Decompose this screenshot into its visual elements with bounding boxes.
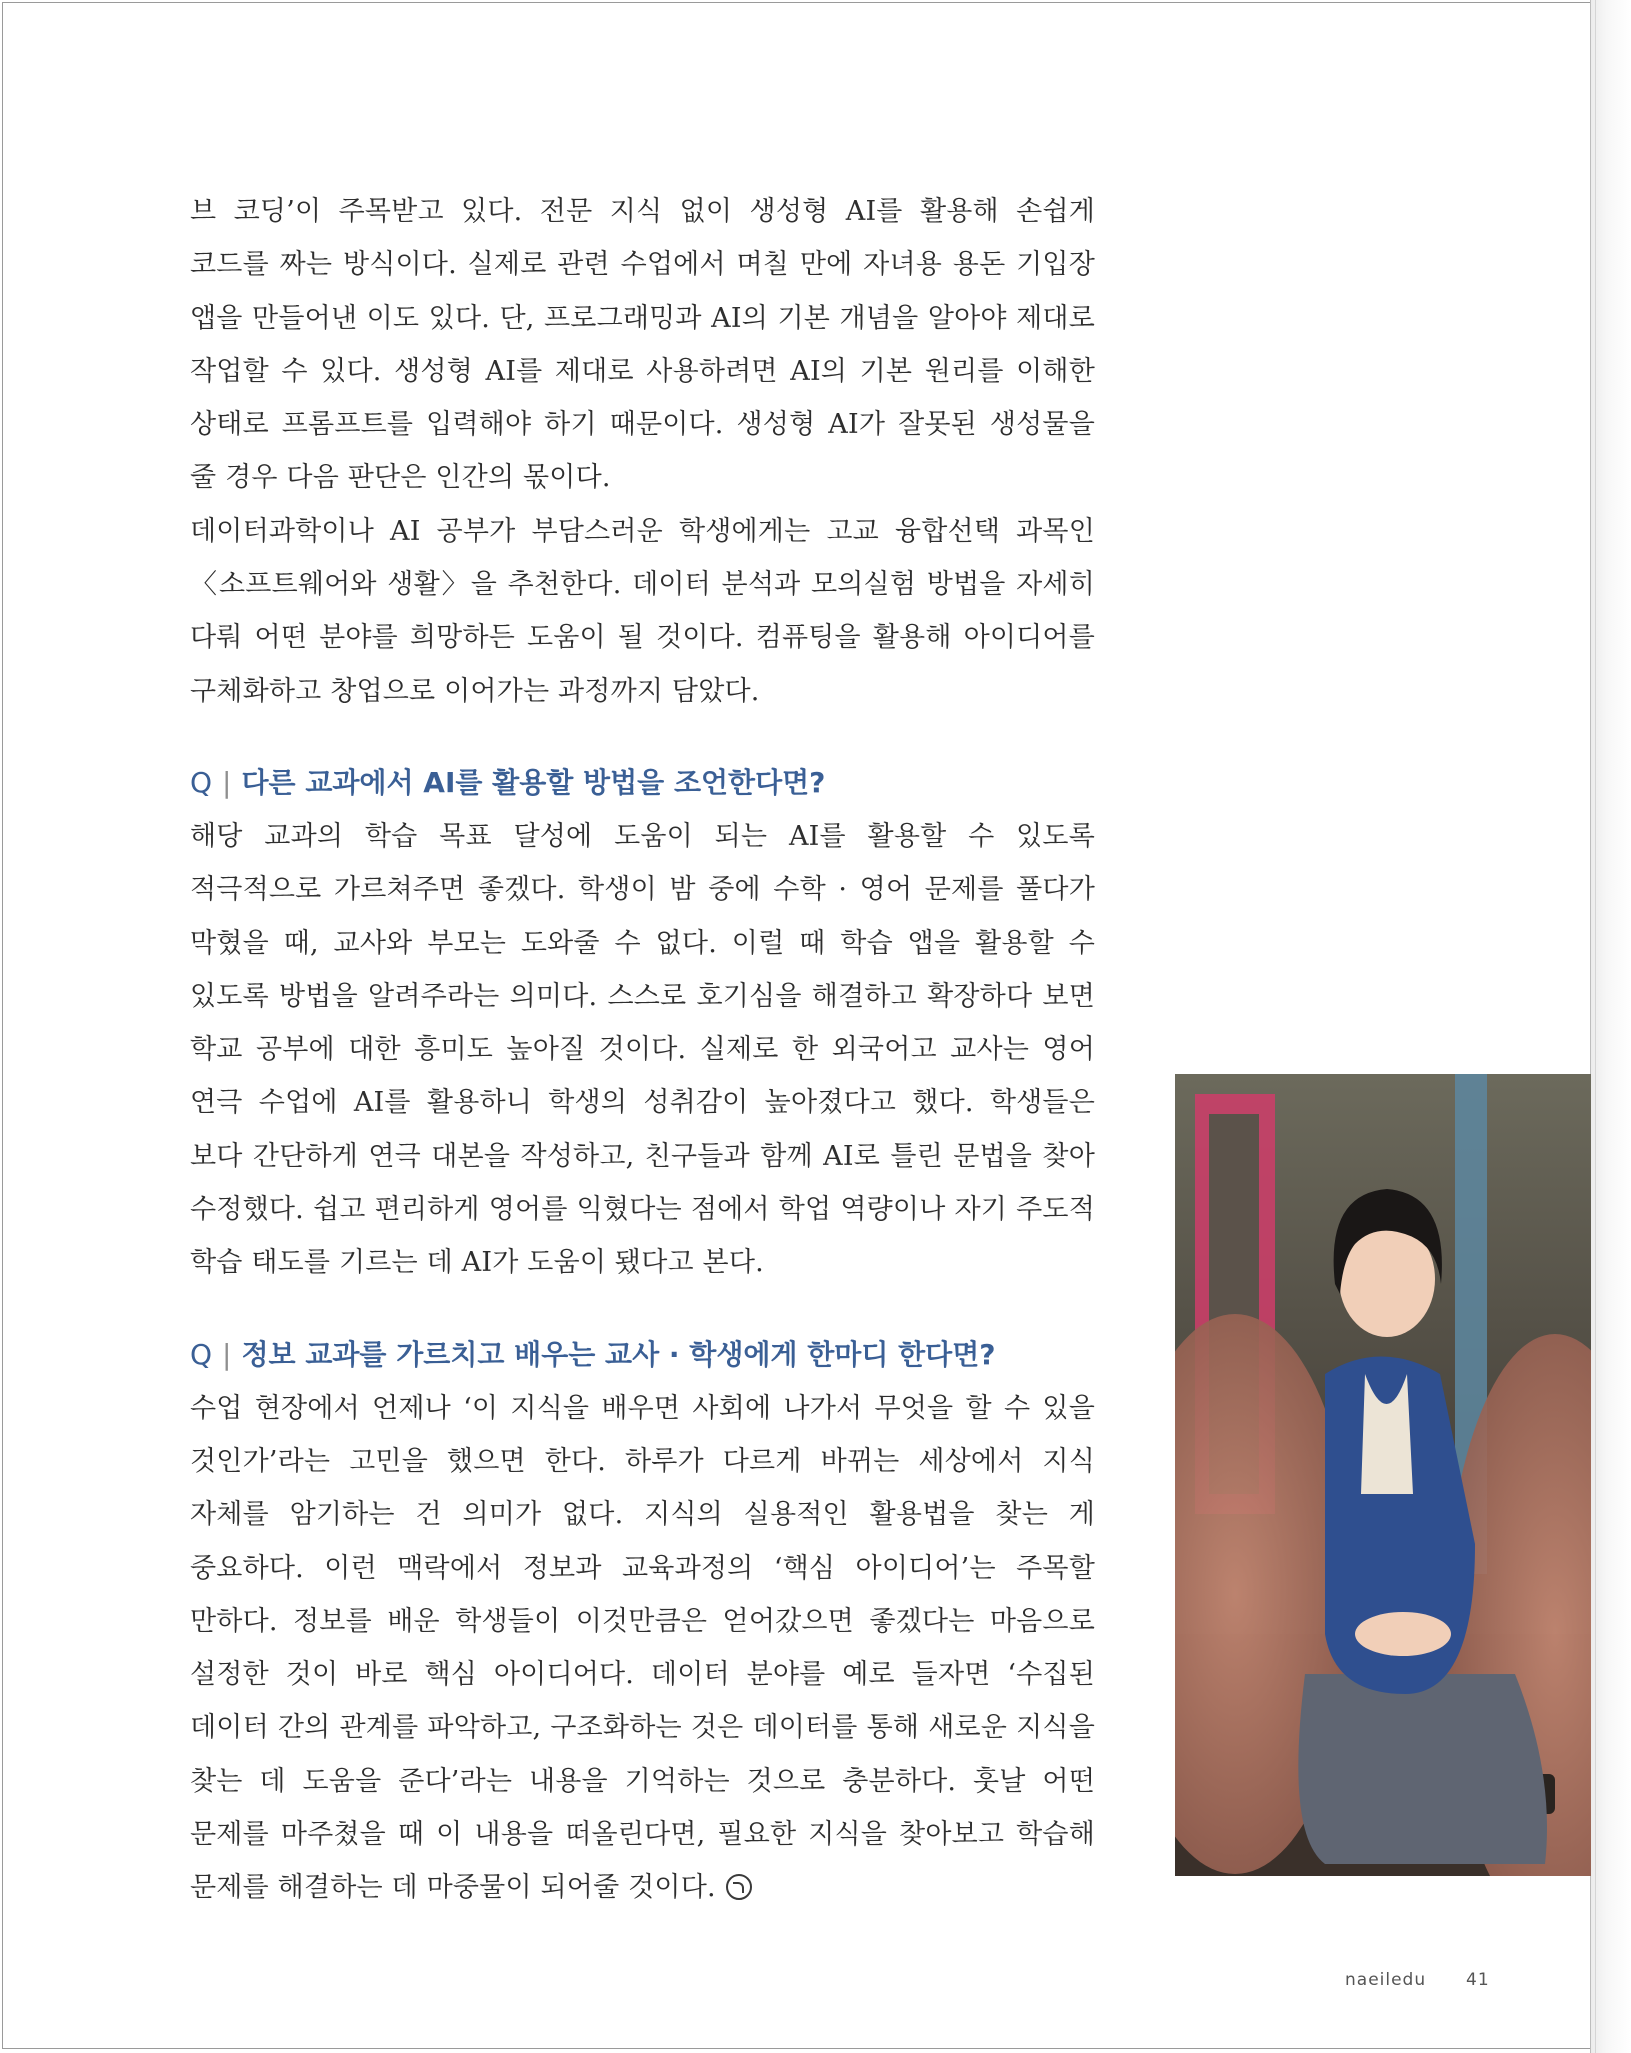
question-marker: Q bbox=[190, 1337, 213, 1371]
question-divider: | bbox=[222, 765, 232, 799]
answer-text: 수업 현장에서 언제나 ‘이 지식을 배우면 사회에 나가서 무엇을 할 수 있을 것인가’라는 고민을 했으면 한다. 하루가 다르게 바뀌는 세상에서 지식 자체를 암기하는 건 의미가 없다. 지식의 실용적인 활용법을 찾는 게 중요하다. 이런 맥락에서 정보과 교육과정의 ‘핵심 아이디어’는 주목할 만하다. 정보를 배운 학생들이 이것만큼은 얻어갔으면 좋겠다는 마음으로 설정한 것이 바로 핵심 아이디어다. 데이터 분야를 예로 들자면 ‘수집된 데이터 간의 관계를 파악하고, 구조화하는 것은 데이터를 통해 새로운 지식을 찾는 데 도움을 준다’라는 내용을 기억하는 것으로 충분하다. 훗날 어떤 문제를 마주쳤을 때 이 내용을 떠올린다면, 필요한 지식을 찾아보고 학습해 문제를 해결하는 데 마중물이 되어줄 것이다. bbox=[190, 1392, 1095, 1904]
section-gap bbox=[190, 718, 1095, 755]
footer-brand: naeiledu bbox=[1345, 1970, 1427, 1990]
question-marker: Q bbox=[190, 765, 213, 799]
question-heading-2 bbox=[190, 1327, 1095, 1382]
intro-paragraph-2: 데이터과학이나 AI 공부가 부담스러운 학생에게는 고교 융합선택 과목인 〈소프트웨어와 생활〉을 추천한다. 데이터 분석과 모의실험 방법을 자세히 다뤄 어떤 분야를 희망하든 도움이 될 것이다. 컴퓨팅을 활용해 아이디어를 구체화하고 창업으로 이어가는 과정까지 담았다. bbox=[190, 515, 1095, 707]
page-number: 41 bbox=[1466, 1970, 1490, 1990]
article-column bbox=[190, 185, 1095, 1915]
question-text: 다른 교과에서 AI를 활용할 방법을 조언한다면? bbox=[241, 765, 826, 799]
section-gap bbox=[190, 1290, 1095, 1327]
question-text: 정보 교과를 가르치고 배우는 교사 · 학생에게 한마디 한다면? bbox=[241, 1337, 996, 1371]
end-mark-icon bbox=[726, 1874, 752, 1900]
question-divider: | bbox=[222, 1337, 232, 1371]
portrait-photo bbox=[1175, 1074, 1591, 1876]
skirt bbox=[1298, 1674, 1547, 1864]
portrait-illustration bbox=[1175, 1074, 1591, 1876]
answer-paragraph-2 bbox=[190, 1382, 1095, 1915]
question-heading-1 bbox=[190, 755, 1095, 810]
answer-paragraph-1: 해당 교과의 학습 목표 달성에 도움이 되는 AI를 활용할 수 있도록 적극적으로 가르쳐주면 좋겠다. 학생이 밤 중에 수학 · 영어 문제를 풀다가 막혔을 때, 교사와 부모는 도와줄 수 없다. 이럴 때 학습 앱을 활용할 수 있도록 방법을 알려주라는 의미다. 스스로 호기심을 해결하고 확장하다 보면 학교 공부에 대한 흥미도 높아질 것이다. 실제로 한 외국어고 교사는 영어 연극 수업에 AI를 활용하니 학생의 성취감이 높아졌다고 했다. 학생들은 보다 간단하게 연극 대본을 작성하고, 친구들과 함께 AI로 틀린 문법을 찾아 수정했다. 쉽고 편리하게 영어를 익혔다는 점에서 학업 역량이나 자기 주도적 학습 태도를 기르는 데 AI가 도움이 됐다고 본다. bbox=[190, 820, 1095, 1279]
intro-paragraph-1: 브 코딩’이 주목받고 있다. 전문 지식 없이 생성형 AI를 활용해 손쉽게 코드를 짜는 방식이다. 실제로 관련 수업에서 며칠 만에 자녀용 용돈 기입장 앱을 만들어낸 이도 있다. 단, 프로그래밍과 AI의 기본 개념을 알아야 제대로 작업할 수 있다. 생성형 AI를 제대로 사용하려면 AI의 기본 원리를 이해한 상태로 프롬프트를 입력해야 하기 때문이다. 생성형 AI가 잘못된 생성물을 줄 경우 다음 판단은 인간의 몫이다. bbox=[190, 196, 1095, 494]
hands bbox=[1355, 1612, 1451, 1656]
page-edge bbox=[1590, 0, 1631, 2053]
